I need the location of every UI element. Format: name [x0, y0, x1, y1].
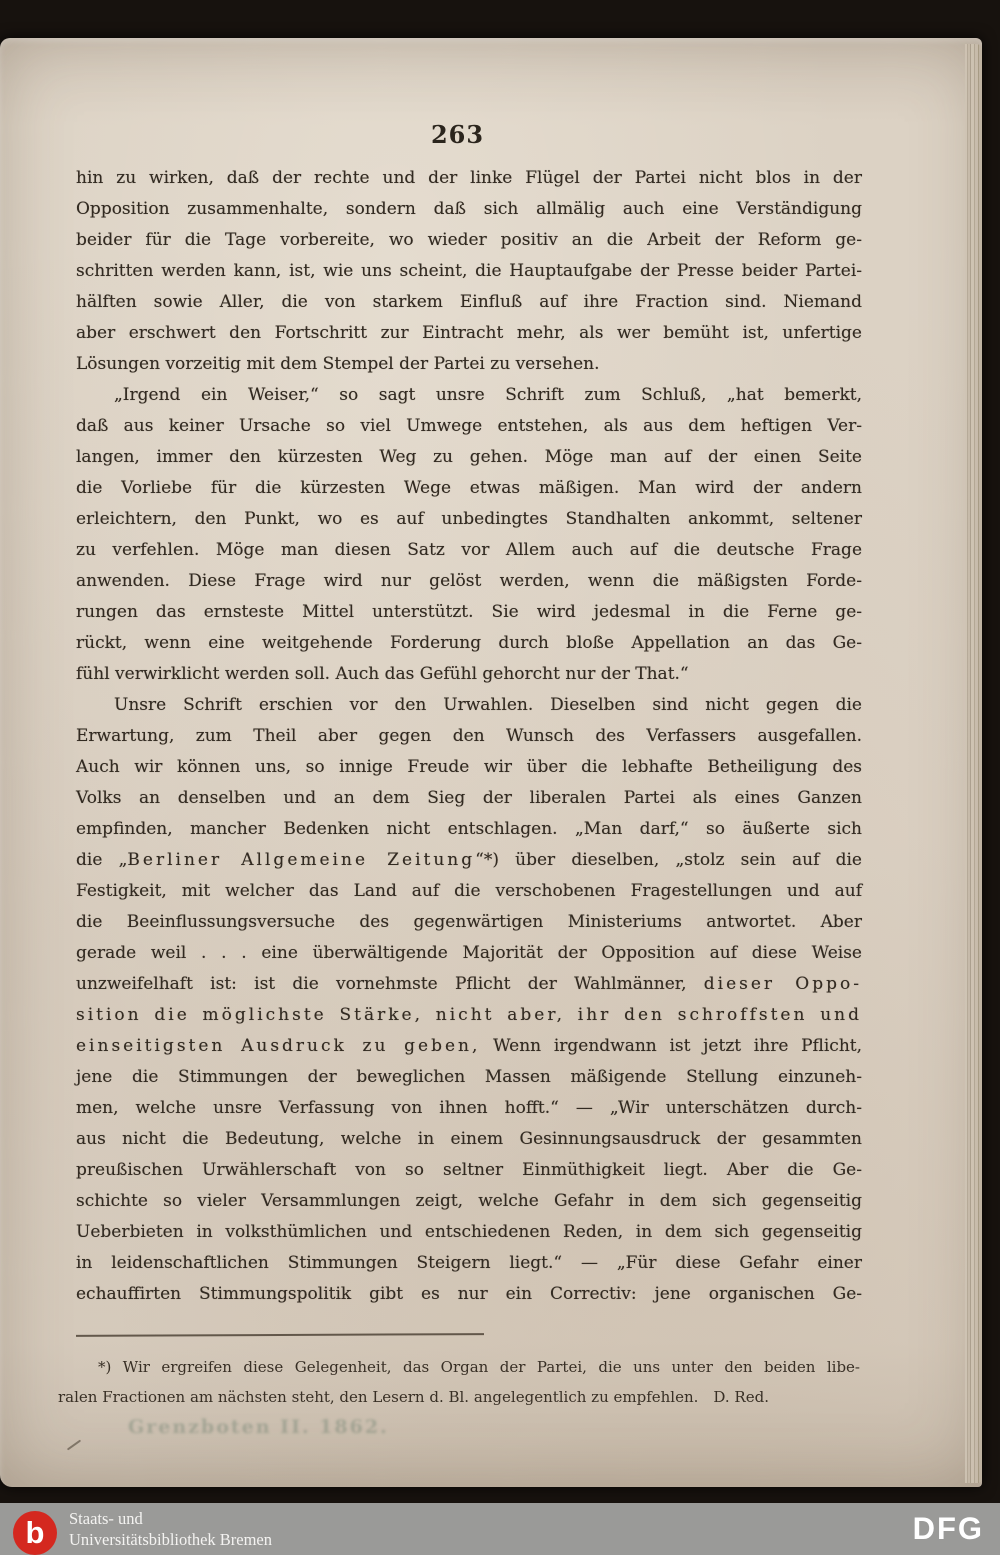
text-segment: Ueberbieten in volksthümlichen und entschiedenen Reden, in dem sich gegenseitig: [76, 1222, 862, 1242]
text-line: [76, 194, 862, 225]
text-segment: gerade weil . . . eine überwältigende Majorität der Opposition auf diese Weise: [76, 943, 862, 963]
text-segment: Festigkeit, mit welcher das Land auf die verschobenen Fragestellungen und auf: [76, 881, 862, 901]
footnote: [58, 1352, 860, 1412]
text-segment: jene die Stimmungen der beweglichen Massen mäßigende Stellung einzuneh-: [76, 1067, 862, 1087]
text-segment: “*) über dieselben, „stolz sein auf die: [475, 850, 862, 870]
text-segment: hin zu wirken, daß der rechte und der linke Flügel der Partei nicht blos in der: [76, 168, 862, 188]
text-segment: Berliner Allgemeine Zeitung: [127, 850, 476, 870]
text-line: [76, 628, 862, 659]
library-name-line1: Staats- und: [69, 1509, 143, 1528]
text-line: [76, 845, 862, 876]
text-segment: Auch wir können uns, so innige Freude wir über die lebhafte Betheiligung des: [76, 757, 862, 777]
library-name-line2: Universitätsbibliothek Bremen: [69, 1530, 273, 1549]
text-segment: *) Wir ergreifen diese Gelegenheit, das Organ der Partei, die uns unter den beiden libe-: [98, 1358, 860, 1376]
text-line: [76, 969, 862, 1000]
text-line: [76, 659, 862, 690]
text-segment: schritten werden kann, ist, wie uns scheint, die Hauptaufgabe der Presse beider Partei-: [76, 261, 862, 281]
text-line: [76, 814, 862, 845]
text-line: [76, 1279, 862, 1310]
text-line: [76, 721, 862, 752]
text-segment: Opposition zusammenhalte, sondern daß sich allmälig auch eine Verständigung: [76, 199, 862, 219]
text-segment: fühl verwirklicht werden soll. Auch das Gefühl gehorcht nur der That.“: [76, 664, 689, 684]
text-line: [76, 442, 862, 473]
text-line: [76, 907, 862, 938]
page-stack-edges: [965, 44, 982, 1483]
text-line: [76, 566, 862, 597]
text-segment: unzweifelhaft ist: ist die vornehmste Pflicht der Wahlmänner,: [76, 974, 704, 994]
text-line: [76, 1124, 862, 1155]
text-line: [76, 504, 862, 535]
text-segment: zu verfehlen. Möge man diesen Satz vor Allem auch auf die deutsche Frage: [76, 540, 862, 560]
text-line: [76, 473, 862, 504]
text-line: [76, 225, 862, 256]
text-segment: anwenden. Diese Frage wird nur gelöst werden, wenn die mäßigsten Forde-: [76, 571, 862, 591]
text-line: [76, 597, 862, 628]
text-segment: preußischen Urwählerschaft von so seltner Einmüthigkeit liegt. Aber die Ge-: [76, 1160, 862, 1180]
footnote-rule: [76, 1333, 484, 1337]
text-line: [76, 1093, 862, 1124]
text-segment: einseitigsten Ausdruck zu geben,: [76, 1036, 481, 1056]
body-text: [76, 163, 862, 1310]
text-segment: in leidenschaftlichen Stimmungen Steigern liegt.“ — „Für diese Gefahr einer: [76, 1253, 862, 1273]
text-line: [76, 1000, 862, 1031]
text-segment: hälften sowie Aller, die von starkem Einfluß auf ihre Fraction sind. Niemand: [76, 292, 862, 312]
paragraph: [76, 380, 862, 690]
text-segment: Unsre Schrift erschien vor den Urwahlen. Dieselben sind nicht gegen die: [114, 695, 862, 715]
text-segment: Erwartung, zum Theil aber gegen den Wunsch des Verfassers ausgefallen.: [76, 726, 862, 746]
text-segment: aber erschwert den Fortschritt zur Eintracht mehr, als wer bemüht ist, unfertige: [76, 323, 862, 343]
paper-scratch: [67, 1440, 81, 1451]
text-segment: rückt, wenn eine weitgehende Forderung durch bloße Appellation an das Ge-: [76, 633, 862, 653]
text-line: [76, 380, 862, 411]
footer-bar: [0, 1503, 1000, 1555]
text-segment: die „: [76, 850, 128, 870]
text-line: [76, 535, 862, 566]
text-line: [58, 1352, 860, 1382]
text-segment: men, welche unsre Verfassung von ihnen hofft.“ — „Wir unterschätzen durch-: [76, 1098, 862, 1118]
text-segment: empfinden, mancher Bedenken nicht entschlagen. „Man darf,“ so äußerte sich: [76, 819, 862, 839]
text-segment: „Irgend ein Weiser,“ so sagt unsre Schrift zum Schluß, „hat bemerkt,: [114, 385, 862, 405]
text-line: [76, 1217, 862, 1248]
text-line: [76, 1031, 862, 1062]
paragraph: [76, 163, 862, 380]
page-number: 263: [430, 120, 485, 149]
text-segment: ralen Fractionen am nächsten steht, den Lesern d. Bl. angelegentlich zu empfehlen. D. Red.: [58, 1388, 769, 1406]
book-page: [0, 38, 982, 1487]
text-segment: echauffirten Stimmungspolitik gibt es nur ein Correctiv: jene organischen Ge-: [76, 1284, 862, 1304]
logo-letter: b: [25, 1514, 45, 1550]
text-line: [76, 783, 862, 814]
text-segment: aus nicht die Bedeutung, welche in einem Gesinnungsausdruck der gesammten: [76, 1129, 862, 1149]
text-line: [76, 876, 862, 907]
text-line: [76, 938, 862, 969]
ghost-stamp: Grenzboten II. 1862.: [128, 1416, 389, 1438]
text-segment: die Vorliebe für die kürzesten Wege etwas mäßigen. Man wird der andern: [76, 478, 862, 498]
text-line: [76, 690, 862, 721]
text-segment: die Beeinflussungsversuche des gegenwärtigen Ministeriums antwortet. Aber: [76, 912, 862, 932]
text-line: [76, 318, 862, 349]
text-segment: rungen das ernsteste Mittel unterstützt. Sie wird jedesmal in die Ferne ge-: [76, 602, 862, 622]
text-segment: Wenn irgendwann ist jetzt ihre Pflicht,: [480, 1036, 863, 1056]
text-line: [76, 256, 862, 287]
text-segment: erleichtern, den Punkt, wo es auf unbedingtes Standhalten ankommt, seltener: [76, 509, 862, 529]
text-segment: daß aus keiner Ursache so viel Umwege entstehen, als aus dem heftigen Ver-: [76, 416, 862, 436]
text-line: [76, 287, 862, 318]
text-segment: sition die möglichste Stärke, nicht aber, ihr den schroffsten und: [76, 1005, 862, 1025]
text-segment: dieser Oppo-: [703, 974, 862, 994]
text-segment: Lösungen vorzeitig mit dem Stempel der Partei zu versehen.: [76, 354, 600, 374]
text-line: [76, 1248, 862, 1279]
text-line: [76, 349, 862, 380]
text-line: [76, 1155, 862, 1186]
text-line: [76, 411, 862, 442]
text-segment: Volks an denselben und an dem Sieg der liberalen Partei als eines Ganzen: [76, 788, 862, 808]
text-line: [58, 1382, 860, 1412]
text-line: [76, 163, 862, 194]
text-segment: beider für die Tage vorbereite, wo wieder positiv an die Arbeit der Reform ge-: [76, 230, 862, 250]
library-name: [69, 1508, 272, 1550]
text-line: [76, 1062, 862, 1093]
text-segment: langen, immer den kürzesten Weg zu gehen. Möge man auf der einen Seite: [76, 447, 862, 467]
library-logo: [13, 1511, 57, 1555]
text-segment: schichte so vieler Versammlungen zeigt, welche Gefahr in dem sich gegenseitig: [76, 1191, 862, 1211]
dfg-logo: DFG: [912, 1510, 984, 1547]
paragraph: [76, 690, 862, 1310]
text-line: [76, 1186, 862, 1217]
text-line: [76, 752, 862, 783]
